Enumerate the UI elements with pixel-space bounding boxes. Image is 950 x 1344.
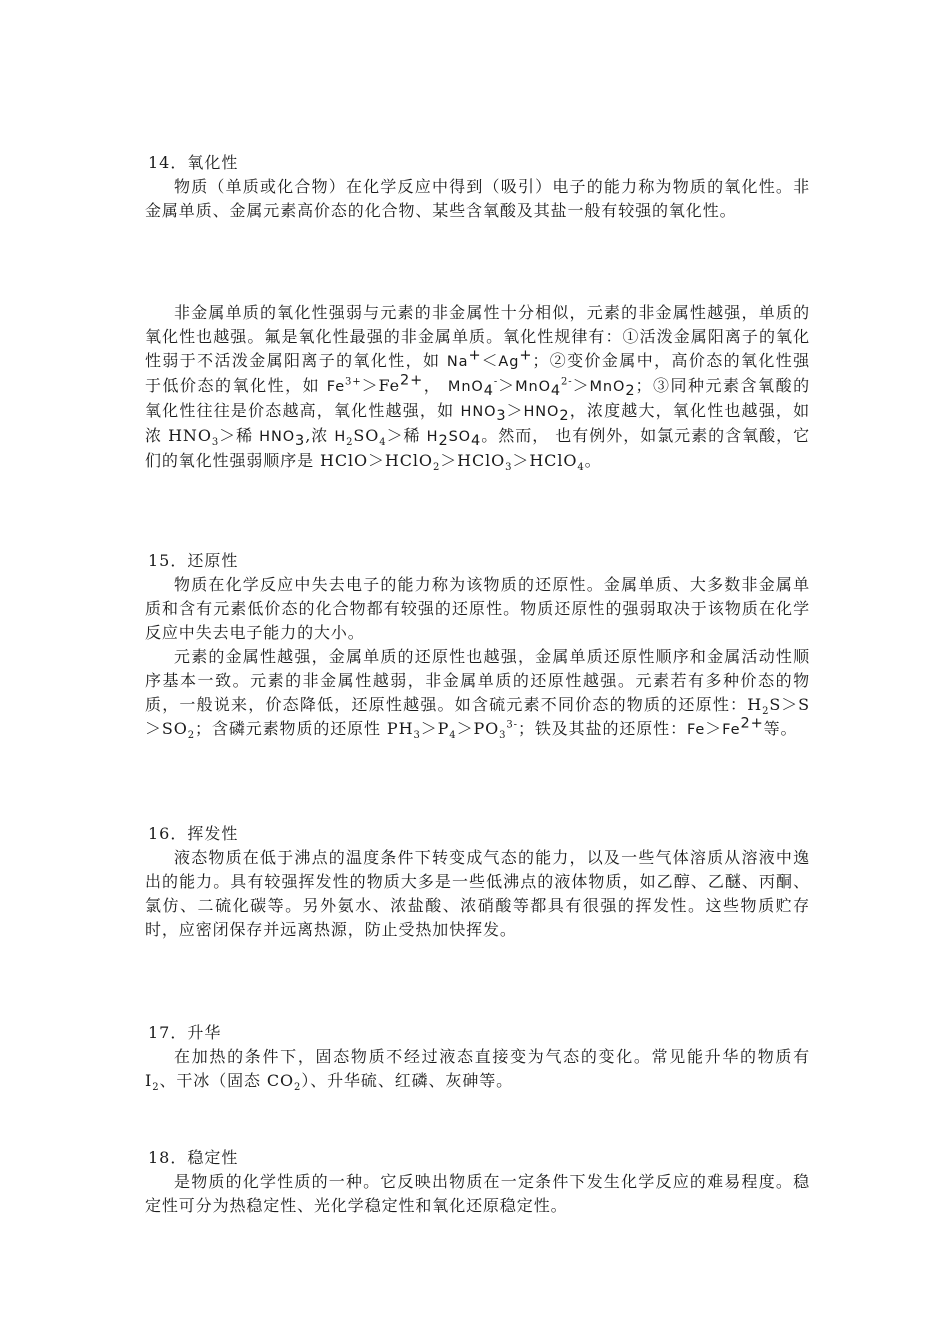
paragraph: 是物质的化学性质的一种。它反映出物质在一定条件下发生化学反应的难易程度。稳定性可分为热稳定性、光化学稳定性和氧化还原稳定性。 [145,1172,810,1215]
section-16 [145,822,810,942]
paragraph: 液态物质在低于沸点的温度条件下转变成气态的能力，以及一些气体溶质从溶液中逸出的能力。具有较强挥发性的物质大多是一些低沸点的液体物质，如乙醇、乙醚、丙酮、氯仿、二硫化碳等。另外氨水、浓盐酸、浓硝酸等都具有很强的挥发性。这些物质贮存时，应密闭保存并远离热源，防止受热加快挥发。 [145,848,810,939]
paragraph: 元素的金属性越强，金属单质的还原性也越强，金属单质还原性顺序和金属活动性顺序基本一致。元素的非金属性越弱，非金属单质的还原性越强。元素若有多种价态的物质，一般说来，价态降低，还原性越强。如含硫元素不同价态的物质的还原性：$H_2S>S>SO_2$；含磷元素物质的还原性 $PH_3>P_4>PO_3^{3-}$；铁及其盐的还原性：$Fe>Fe^{2+}$等。 [145,647,810,742]
paragraph: 物质（单质或化合物）在化学反应中得到（吸引）电子的能力称为物质的氧化性。非金属单质、金属元素高价态的化合物、某些含氧酸及其盐一般有较强的氧化性。 [145,177,810,220]
paragraph: 非金属单质的氧化性强弱与元素的非金属性十分相似，元素的非金属性越强，单质的氧化性也越强。氟是氧化性最强的非金属单质。氧化性规律有：①活泼金属阳离子的氧化性弱于不活泼金属阳离子的氧化性，如 Na+＜Ag+；②变价金属中，高价态的氧化性强于低价态的氧化性，如 $Fe^{3+}>Fe^{2+}$， MnO$_4$-＞MnO$_4^{2-}$＞MnO$_2$；③同种元素含氧酸的氧化性往往是价态越高，氧化性越强，如 $HNO_3>HNO_2$，浓度越大，氧化性也越强，如浓 $HNO_3>$稀 $HNO_3$,浓 $H_2SO_4>$稀 $H_2SO_4$。然而， 也有例外，如氯元素的含氧酸，它们的氧化性强弱顺序是 HClO＞HClO$_2$＞HClO$_3$＞HClO$_4$。 [145,303,811,474]
section-heading: 15．还原性 [148,551,239,570]
section-15 [145,549,810,742]
section-18 [145,1146,810,1218]
section-14 [145,151,810,223]
paragraph: 在加热的条件下，固态物质不经过液态直接变为气态的变化。常见能升华的物质有 $I_2$、干冰（固态 $CO_2$）、升华硫、红磷、灰砷等。 [145,1047,810,1094]
paragraph: 物质在化学反应中失去电子的能力称为该物质的还原性。金属单质、大多数非金属单质和含有元素低价态的化合物都有较强的还原性。物质还原性的强弱取决于该物质在化学反应中失去电子能力的大小。 [145,575,810,642]
section-17 [145,1021,810,1093]
section-heading: 18．稳定性 [148,1148,239,1167]
section-heading: 17．升华 [148,1023,222,1042]
section-heading: 14．氧化性 [148,153,239,172]
section-14-paragraph-2 [145,301,810,473]
section-heading: 16．挥发性 [148,824,239,843]
